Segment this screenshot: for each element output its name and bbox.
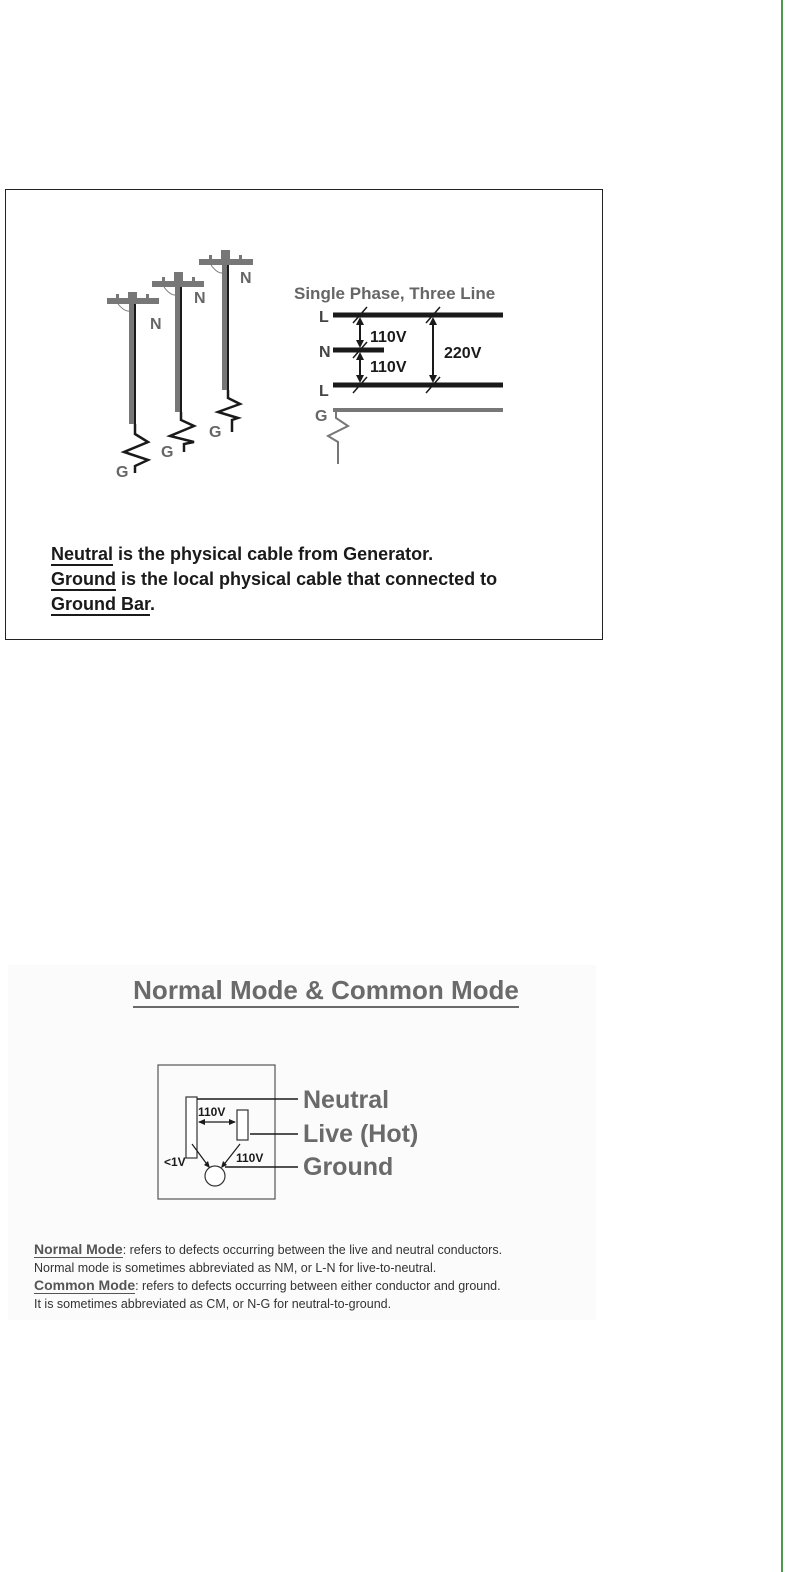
ground-bar-period: .	[150, 594, 156, 614]
voltage-lower-label: 110V	[370, 359, 407, 376]
outlet-diagram	[8, 965, 596, 1235]
ground-outlet-label: Ground	[303, 1153, 394, 1181]
common-mode-line	[34, 1277, 594, 1296]
normal-mode-line	[34, 1241, 594, 1260]
page-edge-rule	[781, 0, 783, 1572]
neutral-outlet-label: Neutral	[303, 1086, 390, 1114]
ground-hole	[205, 1166, 225, 1186]
ground-term: Ground	[51, 569, 116, 589]
pole3-neutral-label: N	[240, 270, 252, 287]
ground-definition: is the local physical cable that connected to	[116, 569, 498, 589]
three-line-diagram	[328, 307, 503, 464]
figure1-caption	[51, 542, 591, 617]
pole1-neutral-label: N	[150, 316, 162, 333]
pole2-ground-label: G	[161, 444, 174, 461]
live-slot	[237, 1110, 248, 1140]
neutral-term: Neutral	[51, 544, 114, 564]
voltage-total-label: 220V	[444, 345, 482, 362]
pole1-ground-label: G	[116, 464, 129, 481]
pole3-ground-label: G	[209, 424, 222, 441]
normal-mode-definition: : refers to defects occurring between the live and neutral conductors.	[122, 1243, 503, 1257]
live-ground-voltage: 110V	[236, 1151, 264, 1165]
caption-line-ground	[51, 567, 591, 592]
ground-bar-term: Ground Bar	[51, 594, 151, 614]
caption-line-neutral	[51, 542, 591, 567]
caption-line-groundbar	[51, 592, 591, 617]
common-mode-term: Common Mode	[34, 1277, 136, 1293]
neutral-ground-figure	[5, 189, 603, 640]
common-mode-definition: : refers to defects occurring between either conductor and ground.	[135, 1279, 501, 1293]
live-neutral-voltage: 110V	[198, 1105, 226, 1119]
common-mode-abbrev: It is sometimes abbreviated as CM, or N-G for neutral-to-ground.	[34, 1296, 392, 1311]
mode-descriptions	[34, 1241, 594, 1313]
normal-common-mode-figure	[8, 965, 596, 1320]
normal-mode-term: Normal Mode	[34, 1241, 123, 1257]
voltage-upper-label: 110V	[370, 329, 407, 346]
line-ground-label: G	[315, 408, 328, 425]
line-live-bottom-label: L	[319, 383, 329, 400]
neutral-ground-voltage: <1V	[164, 1155, 186, 1169]
normal-mode-abbrev: Normal mode is sometimes abbreviated as NM, or L-N for live-to-neutral.	[34, 1260, 437, 1275]
live-outlet-label: Live (Hot)	[303, 1120, 419, 1148]
line-live-top-label: L	[319, 309, 329, 326]
neutral-definition: is the physical cable from Generator.	[113, 544, 434, 564]
line-neutral-label: N	[319, 344, 331, 361]
pole2-neutral-label: N	[194, 290, 206, 307]
figure2-title-text: Normal Mode & Common Mode	[133, 975, 519, 1008]
single-phase-title: Single Phase, Three Line	[294, 284, 496, 303]
